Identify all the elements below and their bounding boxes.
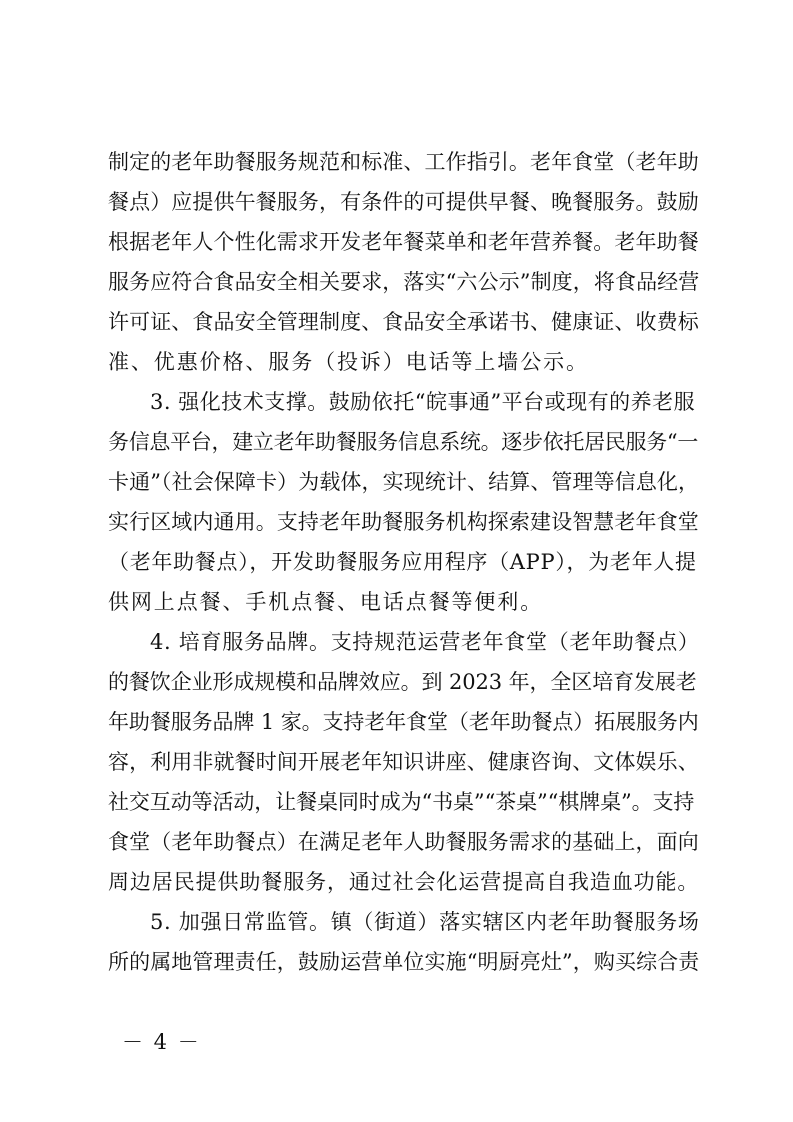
text-line: 根据老年人个性化需求开发老年餐菜单和老年营养餐。老年助餐 (108, 230, 699, 254)
text-line: 周边居民提供助餐服务，通过社会化运营提高自我造血功能。 (108, 870, 700, 894)
text-line: 年助餐服务品牌 1 家。支持老年食堂（老年助餐点）拓展服务内 (108, 710, 699, 734)
page-number: － 4 － (122, 1030, 201, 1054)
text-line: 务信息平台，建立老年助餐服务信息系统。逐步依托居民服务“一 (108, 430, 699, 454)
text-line: 容，利用非就餐时间开展老年知识讲座、健康咨询、文体娱乐、 (108, 750, 699, 774)
text-line: 服务应符合食品安全相关要求，落实“六公示”制度，将食品经营 (108, 270, 700, 294)
text-line: 许可证、食品安全管理制度、食品安全承诺书、健康证、收费标 (108, 310, 699, 334)
text-line: 制定的老年助餐服务规范和标准、工作指引。老年食堂（老年助 (108, 150, 699, 174)
text-line: 供网上点餐、手机点餐、电话点餐等便利。 (108, 590, 544, 614)
section-5-heading-line: 5. 加强日常监管。镇（街道）落实辖区内老年助餐服务场 (150, 910, 700, 934)
section-3-heading-line: 3. 强化技术支撑。鼓励依托“皖事通”平台或现有的养老服 (150, 390, 696, 414)
text-line: 的餐饮企业形成规模和品牌效应。到 2023 年，全区培育发展老 (108, 670, 697, 694)
section-4-heading-line: 4. 培育服务品牌。支持规范运营老年食堂（老年助餐点） (150, 630, 700, 654)
text-line: 实行区域内通用。支持老年助餐服务机构探索建设智慧老年食堂 (108, 510, 699, 534)
text-line: 食堂（老年助餐点）在满足老年人助餐服务需求的基础上，面向 (108, 830, 699, 854)
text-line: 社交互动等活动，让餐桌同时成为“书桌”“茶桌”“棋牌桌”。支持 (108, 790, 695, 814)
text-line: 餐点）应提供午餐服务，有条件的可提供早餐、晚餐服务。鼓励 (108, 190, 699, 214)
text-line: （老年助餐点），开发助餐服务应用程序（APP），为老年人提 (108, 550, 697, 574)
text-line: 准、优惠价格、服务（投诉）电话等上墙公示。 (108, 350, 589, 374)
text-line: 卡通”（社会保障卡）为载体，实现统计、结算、管理等信息化， (108, 470, 700, 494)
text-line: 所的属地管理责任，鼓励运营单位实施“明厨亮灶”，购买综合责 (108, 950, 700, 974)
